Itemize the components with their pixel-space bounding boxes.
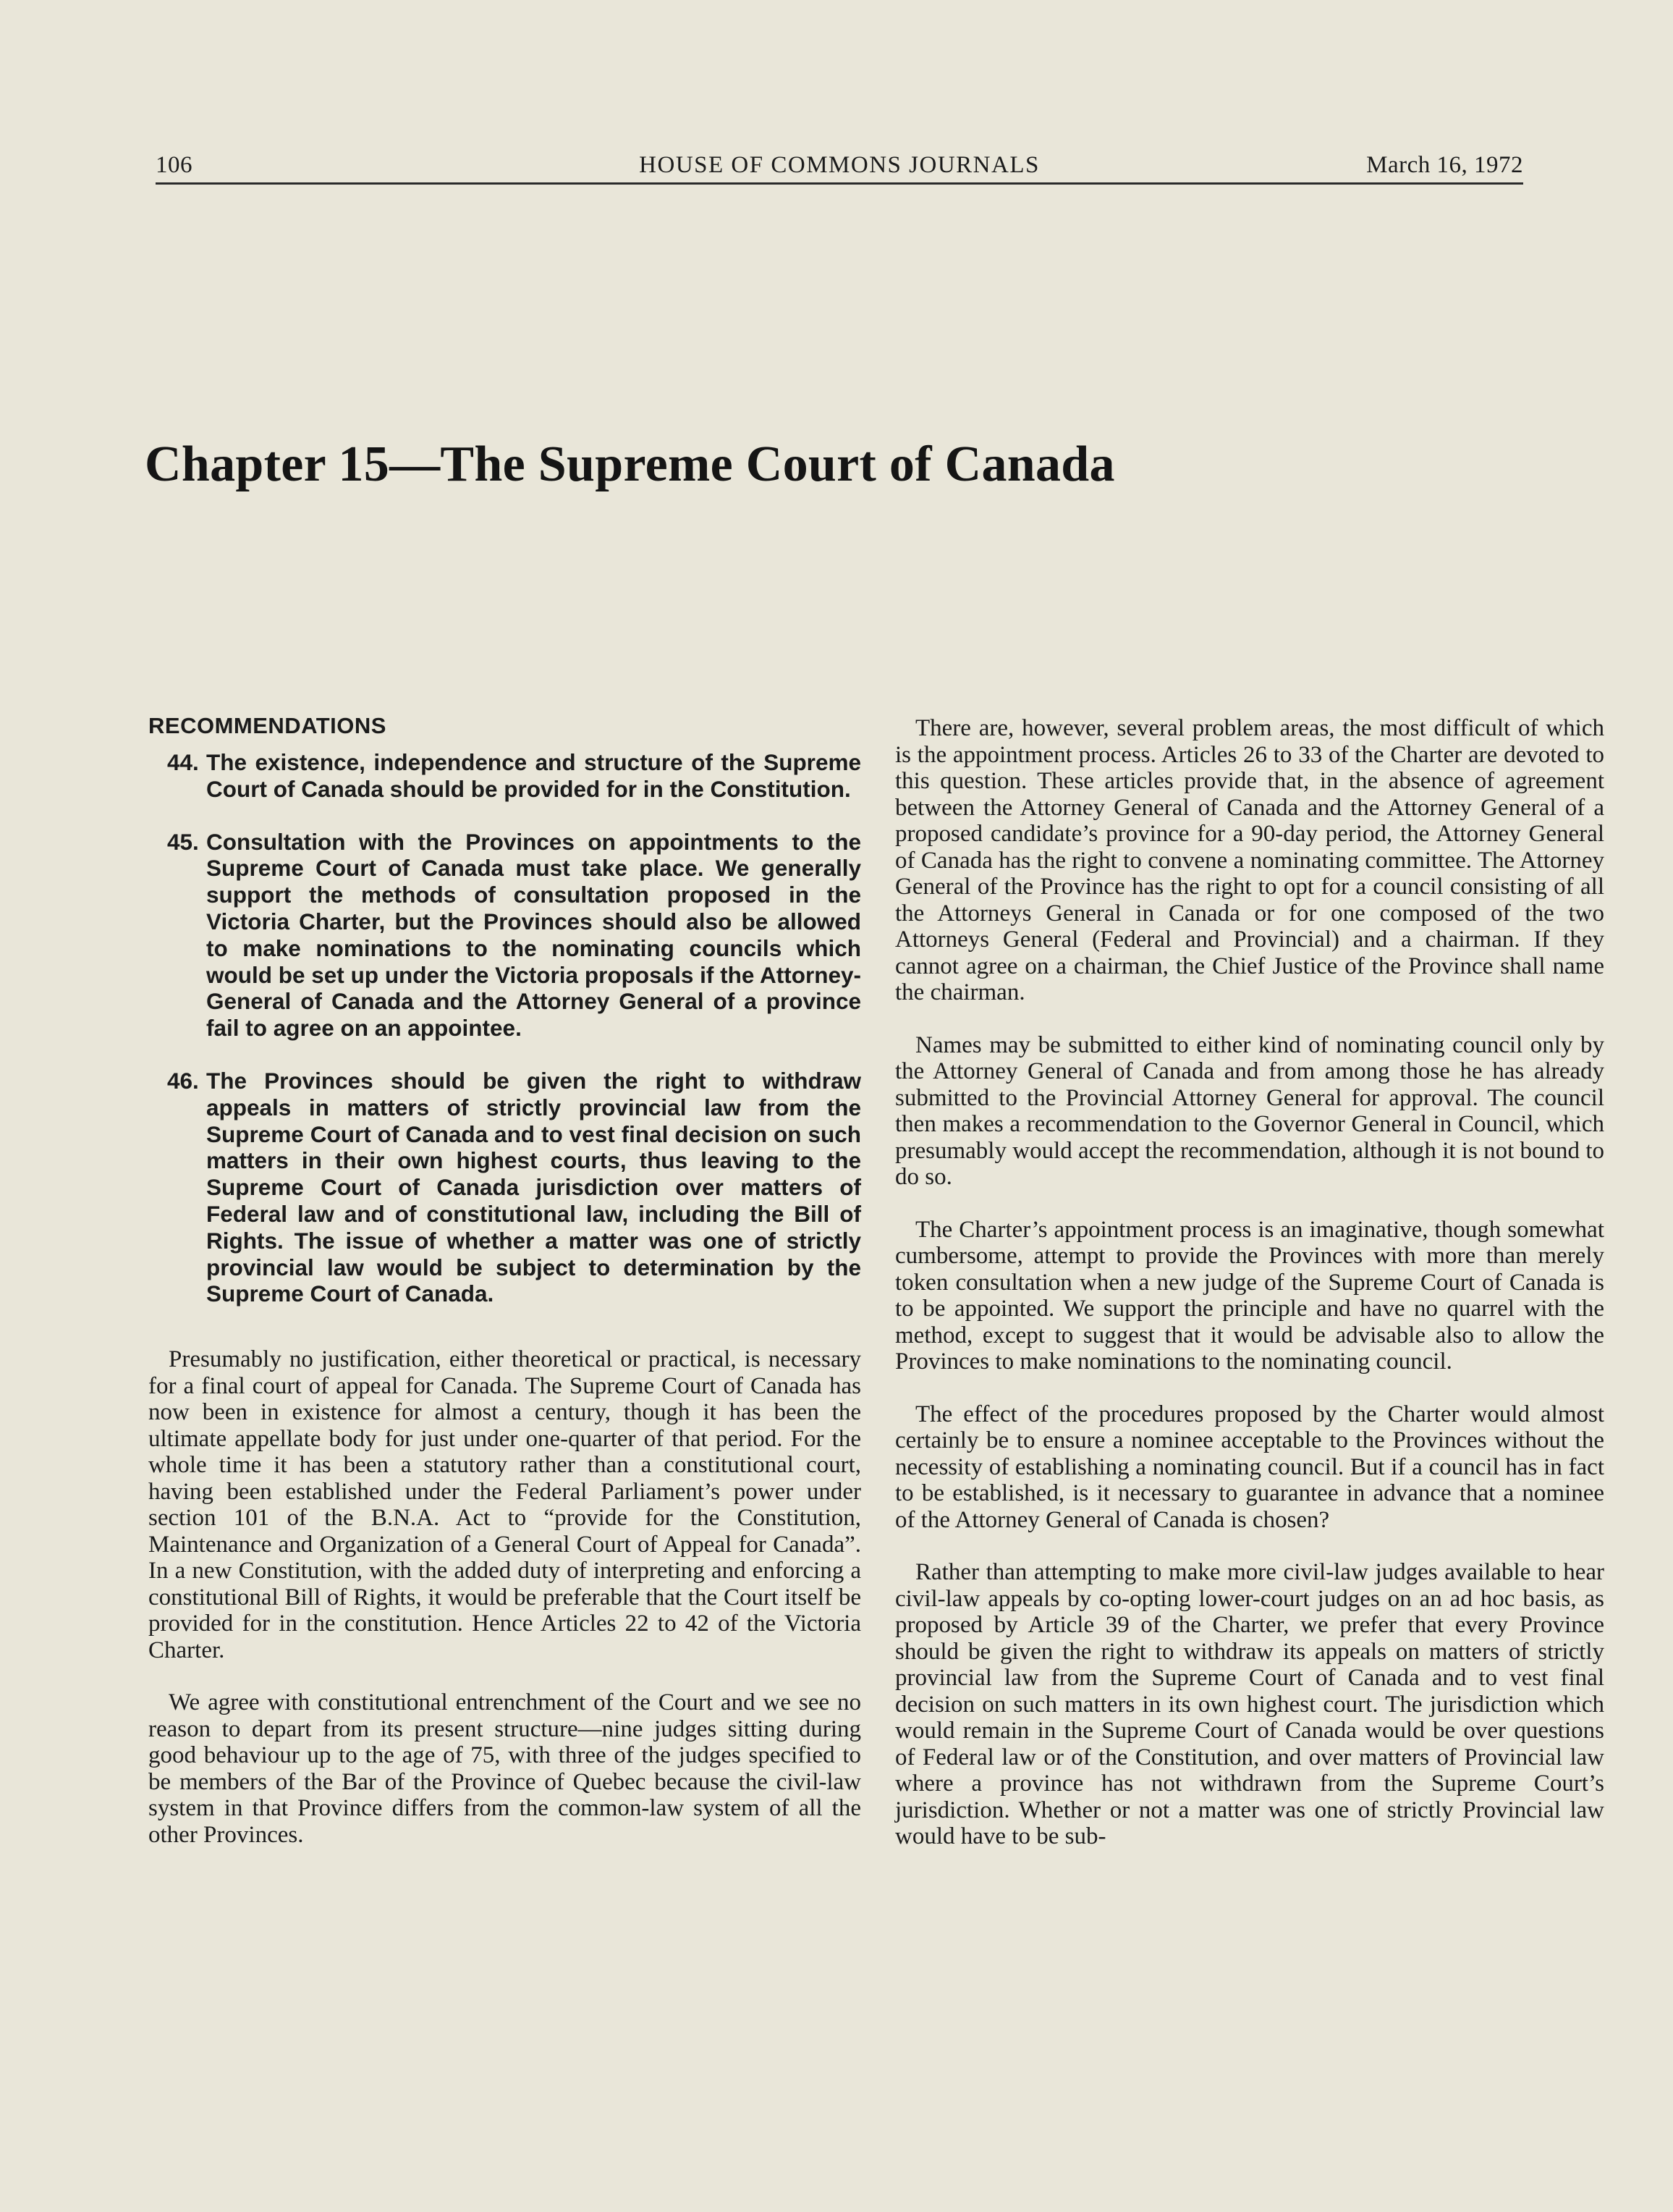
body-paragraph: Rather than attempting to make more civil-law judges available to hear civil-law appeals by co-opting lower-court judges on an ad hoc basis, as proposed by Article 39 of the Charter, we prefer that every Province should be given the right to withdraw its appeals on matters of strictly provincial law from the Supreme Court of Canada and to vest final decision on such matters in its own highest court. The jurisdiction which would remain in the Supreme Court of Canada would be over questions of Federal law or of the Constitution, and over matters of Provincial law where a province has not withdrawn from the Supreme Court’s jurisdiction. Whether or not a matter was one of strictly Provincial law would have to be sub-: [895, 1559, 1604, 1849]
right-column: [895, 715, 1604, 1876]
page-number: 106: [156, 152, 192, 178]
recommendation-text: Consultation with the Provinces on appointments to the Supreme Court of Canada must take place. We generally support the methods of consultation proposed in the Victoria Charter, but the Provinces should also be allowed to make nominations to the nominating councils which would be set up under the Victoria proposals if the Attorney-General of Canada and the Attorney General of a province fail to agree on an appointee.: [206, 828, 861, 1042]
header-date: March 16, 1972: [1366, 152, 1523, 178]
body-paragraph: Presumably no justification, either theoretical or practical, is necessary for a final court of appeal for Canada. The Supreme Court of Canada has now been in existence for almost a century, though it has been the ultimate appellate body for just under one-quarter of that period. For the whole time it has been a statutory rather than a constitutional court, having been established under the Federal Parliament’s power under section 101 of the B.N.A. Act to “provide for the Constitution, Maintenance and Organization of a General Court of Appeal for Canada”. In a new Constitution, with the added duty of interpreting and enforcing a constitutional Bill of Rights, it would be preferable that the Court itself be provided for in the constitution. Hence Articles 22 to 42 of the Victoria Charter.: [148, 1346, 861, 1663]
recommendation-46: [148, 1068, 861, 1307]
left-column: [148, 713, 861, 1874]
recommendation-text: The Provinces should be given the right to withdraw appeals in matters of strictly provincial law from the Supreme Court of Canada and to vest final decision on such matters in their own highest courts, thus leaving to the Supreme Court of Canada jurisdiction over matters of Federal law and of constitutional law, including the Bill of Rights. The issue of whether a matter was one of strictly provincial law would be subject to determination by the Supreme Court of Canada.: [206, 1067, 861, 1307]
body-paragraph: Names may be submitted to either kind of nominating council only by the Attorney General of Canada and from among those he has already submitted to the Provincial Attorney General for approval. The council then makes a recommendation to the Governor General in Council, which presumably would accept the recommendation, although it is not bound to do so.: [895, 1031, 1604, 1190]
body-paragraph: There are, however, several problem areas, the most difficult of which is the appointment process. Articles 26 to 33 of the Charter are devoted to this question. These articles provide that, in the absence of agreement between the Attorney General of Canada and the Attorney General of a proposed candidate’s province for a 90-day period, the Attorney General of Canada has the right to convene a nominating committee. The Attorney General of the Province has the right to opt for a council consisting of all the Attorneys General in Canada or for one composed of the two Attorneys General (Federal and Provincial) and a chairman. If they cannot agree on a chairman, the Chief Justice of the Province shall name the chairman.: [895, 715, 1604, 1005]
recommendation-text: The existence, independence and structure of the Supreme Court of Canada should be provided for in the Constitution.: [206, 749, 861, 802]
recommendation-number: 45.: [167, 828, 199, 855]
recommendation-45: [148, 829, 861, 1042]
running-header: [156, 149, 1523, 184]
body-paragraph: The effect of the procedures proposed by the Charter would almost certainly be to ensure a nominee acceptable to the Provinces without the necessity of establishing a nominating council. But if a council has in fact to be established, is it necessary to guarantee in advance that a nominee of the Attorney General of Canada is chosen?: [895, 1401, 1604, 1533]
body-paragraph: We agree with constitutional entrenchment of the Court and we see no reason to depart from its present structure—nine judges sitting during good behaviour up to the age of 75, with three of the judges specified to be members of the Bar of the Province of Quebec because the civil-law system in that Province differs from the common-law system of all the other Provinces.: [148, 1689, 861, 1848]
body-paragraph: The Charter’s appointment process is an imaginative, though somewhat cumbersome, attempt to provide the Provinces with more than merely token consultation when a new judge of the Supreme Court of Canada is to be appointed. We support the principle and have no quarrel with the method, except to suggest that it would be advisable also to allow the Provinces to make nominations to the nominating council.: [895, 1216, 1604, 1375]
recommendations-heading: RECOMMENDATIONS: [148, 713, 386, 738]
recommendation-number: 46.: [167, 1067, 199, 1094]
recommendation-44: [148, 749, 861, 803]
header-rule: [156, 182, 1523, 185]
recommendation-number: 44.: [167, 749, 199, 775]
journal-title: HOUSE OF COMMONS JOURNALS: [639, 152, 1040, 178]
chapter-title: Chapter 15—The Supreme Court of Canada: [145, 436, 1115, 492]
